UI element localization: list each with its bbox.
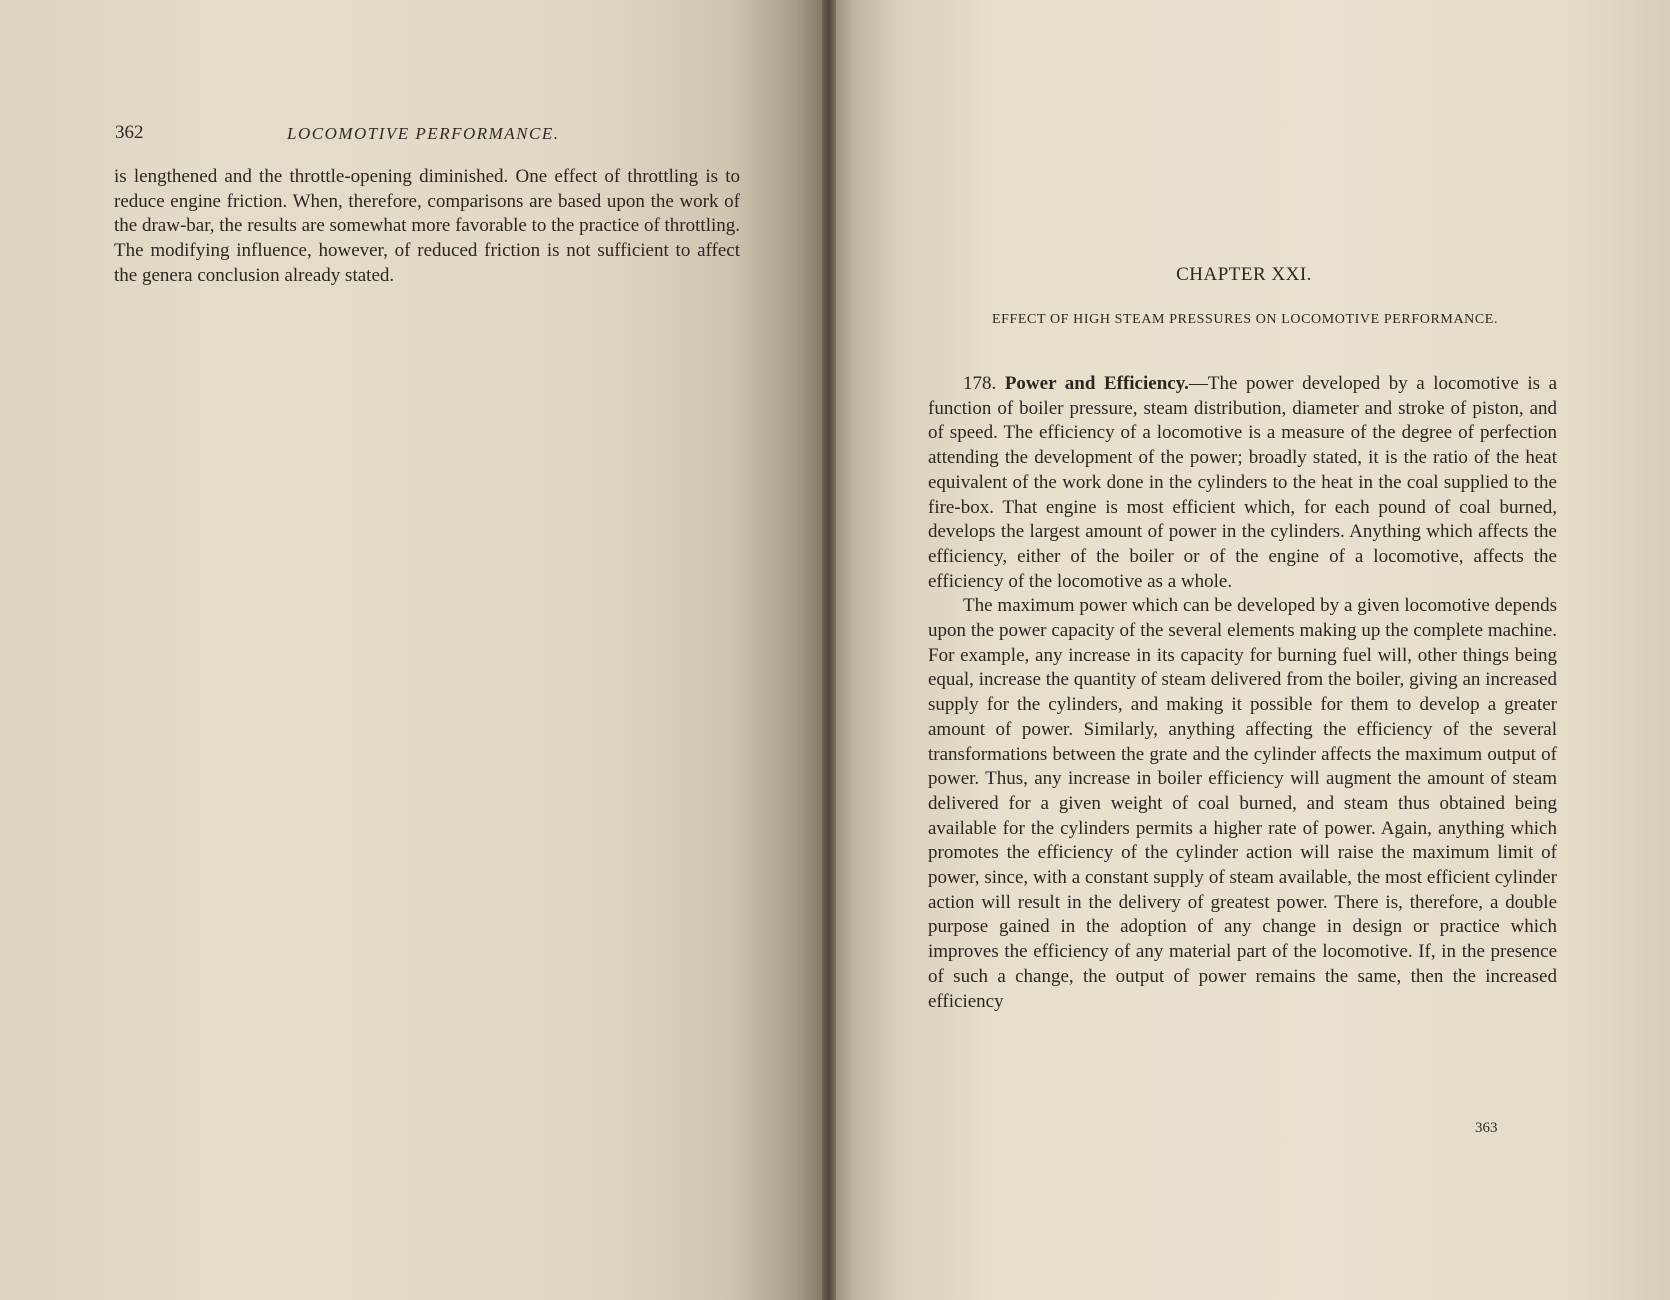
chapter-heading: CHAPTER XXI. [1176,264,1312,285]
left-running-title: LOCOMOTIVE PERFORMANCE. [287,124,560,143]
left-body [114,165,740,289]
right-page-number: 363 [1475,1120,1498,1136]
section-number: 178. [963,373,997,394]
right-paragraph-1-text: —The power developed by a locomotive is a function of boiler pressure, steam distribution, diameter and stroke of piston, and of speed. The efficiency of a locomotive is a measure of the degree of perfection attending the development of the power; broadly stated, it is the ratio of the heat equivalent of the work done in the cylinders to the heat in the coal supplied to the fire-box. That engine is most efficient which, for each pound of coal burned, develops the largest amount of power in the cylinders. Anything which affects the efficiency, either of the boiler or of the engine of a locomotive, affects the efficiency of the locomotive as a whole. [928,373,1558,592]
section-title: Power and Efficiency. [1004,373,1189,394]
right-paragraph-2: The maximum power which can be developed by a given locomotive depends upon the power capacity of the several elements making up the complete machine. For example, any increase in its capacity for burning fuel will, other things being equal, increase the quantity of steam delivered from the boiler, giving an increased supply for the cylinders, and making it possible for them to develop a greater amount of power. Similarly, anything affecting the efficiency of the several transformations between the grate and the cylinder affects the maximum output of power. Thus, any increase in boiler efficiency will augment the amount of steam delivered for a given weight of coal burned, and steam thus obtained being available for the cylinders permits a higher rate of power. Again, anything which promotes the efficiency of the cylinder action will raise the maximum limit of power, since, with a constant supply of steam available, the most efficient cylinder action will result in the delivery of greatest power. There is, therefore, a double purpose gained in the adoption of any change in design or practice which improves the efficiency of any material part of the locomotive. If, in the presence of such a change, the output of power remains the same, then the increased efficiency [928,595,1557,1012]
right-body [928,372,1557,1014]
left-page [0,0,828,1300]
left-paragraph: is lengthened and the throttle-opening diminished. One effect of throttling is to reduce engine friction. When, therefore, comparisons are based upon the work of the draw-bar, the results are somewhat more favorable to the practice of throttling. The modifying influence, however, of reduced friction is not sufficient to affect the genera conclusion already stated. [114,166,740,286]
book-gutter [822,0,836,1300]
right-paragraph-1 [928,372,1557,594]
left-page-number: 362 [115,122,144,143]
chapter-title: EFFECT OF HIGH STEAM PRESSURES ON LOCOMOTIVE PERFORMANCE. [991,312,1499,327]
